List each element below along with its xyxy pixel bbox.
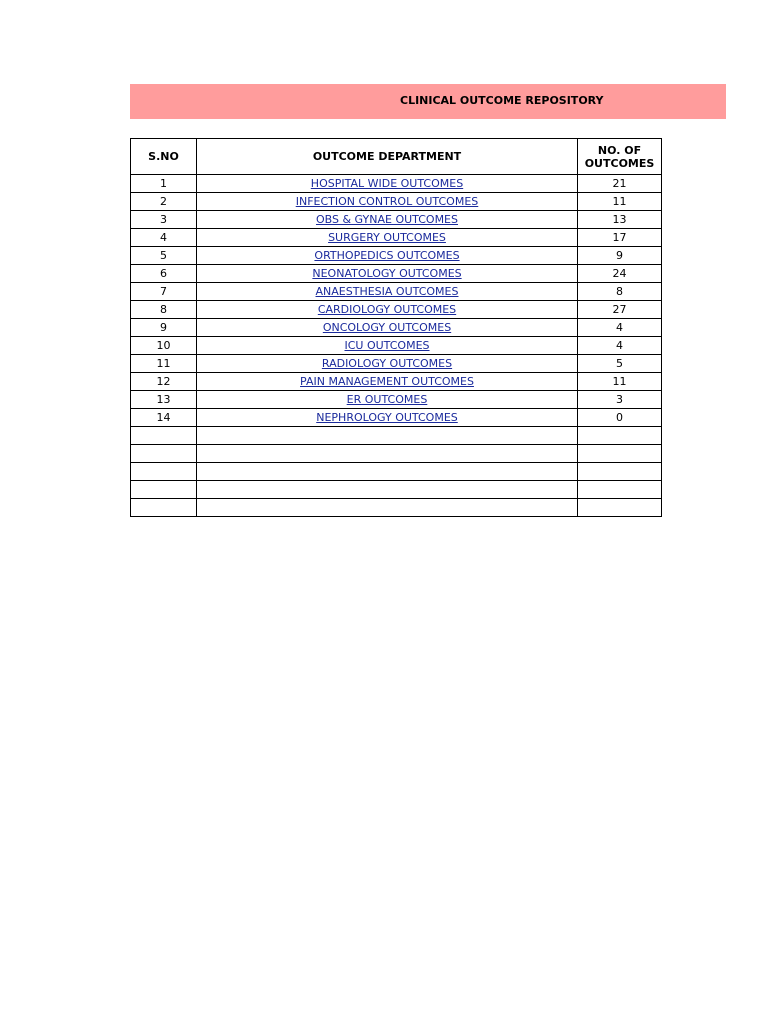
empty-table-row — [131, 427, 662, 445]
table-row — [131, 391, 662, 409]
title-banner — [130, 84, 726, 119]
table-row — [131, 319, 662, 337]
column-header-count-line2: OUTCOMES — [584, 156, 655, 170]
department-link[interactable]: NEONATOLOGY OUTCOMES — [312, 267, 462, 280]
count-cell: 0 — [578, 409, 662, 427]
table-row — [131, 193, 662, 211]
sno-cell: 4 — [131, 229, 197, 247]
table-row — [131, 265, 662, 283]
department-cell — [197, 337, 578, 355]
outcomes-table — [130, 138, 662, 517]
department-cell — [197, 229, 578, 247]
department-link[interactable]: OBS & GYNAE OUTCOMES — [315, 213, 458, 226]
department-link[interactable]: ANAESTHESIA OUTCOMES — [315, 285, 459, 298]
sno-cell: 12 — [131, 373, 197, 391]
table-row — [131, 337, 662, 355]
department-cell — [197, 373, 578, 391]
empty-table-row — [131, 481, 662, 499]
sno-cell: 5 — [131, 247, 197, 265]
count-cell: 4 — [578, 337, 662, 355]
column-header-sno: S.NO — [131, 139, 197, 175]
empty-table-row — [131, 445, 662, 463]
sno-cell: 2 — [131, 193, 197, 211]
empty-cell — [578, 481, 662, 499]
column-header-count-line1: NO. OF — [597, 143, 642, 157]
column-header-department: OUTCOME DEPARTMENT — [197, 139, 578, 175]
department-link[interactable]: ONCOLOGY OUTCOMES — [322, 321, 452, 334]
table-row — [131, 373, 662, 391]
department-link[interactable]: PAIN MANAGEMENT OUTCOMES — [300, 375, 474, 388]
empty-cell — [578, 463, 662, 481]
department-link[interactable]: CARDIOLOGY OUTCOMES — [317, 303, 457, 316]
department-link[interactable]: RADIOLOGY OUTCOMES — [321, 357, 453, 370]
table-row — [131, 229, 662, 247]
department-link[interactable]: HOSPITAL WIDE OUTCOMES — [310, 177, 464, 190]
table-row — [131, 175, 662, 193]
department-cell — [197, 391, 578, 409]
department-cell — [197, 409, 578, 427]
count-cell: 4 — [578, 319, 662, 337]
sno-cell: 7 — [131, 283, 197, 301]
sno-cell: 1 — [131, 175, 197, 193]
count-cell: 24 — [578, 265, 662, 283]
empty-cell — [197, 445, 578, 463]
table-row — [131, 409, 662, 427]
department-cell — [197, 301, 578, 319]
department-link[interactable]: SURGERY OUTCOMES — [328, 231, 446, 244]
count-cell: 27 — [578, 301, 662, 319]
sno-cell: 11 — [131, 355, 197, 373]
count-cell: 17 — [578, 229, 662, 247]
page-title: CLINICAL OUTCOME REPOSITORY — [400, 94, 604, 107]
sno-cell: 10 — [131, 337, 197, 355]
empty-cell — [131, 445, 197, 463]
count-cell: 13 — [578, 211, 662, 229]
sno-cell: 6 — [131, 265, 197, 283]
table-row — [131, 301, 662, 319]
empty-cell — [131, 463, 197, 481]
department-cell — [197, 247, 578, 265]
count-cell: 11 — [578, 373, 662, 391]
department-cell — [197, 319, 578, 337]
empty-cell — [197, 499, 578, 517]
department-cell — [197, 283, 578, 301]
sno-cell: 14 — [131, 409, 197, 427]
department-link[interactable]: ER OUTCOMES — [346, 393, 428, 406]
sno-cell: 9 — [131, 319, 197, 337]
empty-cell — [578, 499, 662, 517]
sno-cell: 13 — [131, 391, 197, 409]
column-header-count — [578, 139, 662, 175]
table-row — [131, 283, 662, 301]
empty-cell — [131, 427, 197, 445]
empty-cell — [131, 481, 197, 499]
sno-cell: 3 — [131, 211, 197, 229]
empty-cell — [578, 427, 662, 445]
department-cell — [197, 211, 578, 229]
department-link[interactable]: ICU OUTCOMES — [344, 339, 430, 352]
empty-cell — [197, 427, 578, 445]
count-cell: 3 — [578, 391, 662, 409]
table-row — [131, 247, 662, 265]
table-row — [131, 211, 662, 229]
empty-cell — [197, 463, 578, 481]
department-link[interactable]: INFECTION CONTROL OUTCOMES — [295, 195, 479, 208]
count-cell: 9 — [578, 247, 662, 265]
empty-cell — [578, 445, 662, 463]
table-header-row — [131, 139, 662, 175]
count-cell: 11 — [578, 193, 662, 211]
department-link[interactable]: ORTHOPEDICS OUTCOMES — [314, 249, 460, 262]
count-cell: 8 — [578, 283, 662, 301]
department-link[interactable]: NEPHROLOGY OUTCOMES — [316, 411, 458, 424]
count-cell: 21 — [578, 175, 662, 193]
sno-cell: 8 — [131, 301, 197, 319]
empty-cell — [131, 499, 197, 517]
department-cell — [197, 175, 578, 193]
empty-table-row — [131, 463, 662, 481]
department-cell — [197, 355, 578, 373]
department-cell — [197, 265, 578, 283]
department-cell — [197, 193, 578, 211]
table-row — [131, 355, 662, 373]
empty-table-row — [131, 499, 662, 517]
empty-cell — [197, 481, 578, 499]
count-cell: 5 — [578, 355, 662, 373]
